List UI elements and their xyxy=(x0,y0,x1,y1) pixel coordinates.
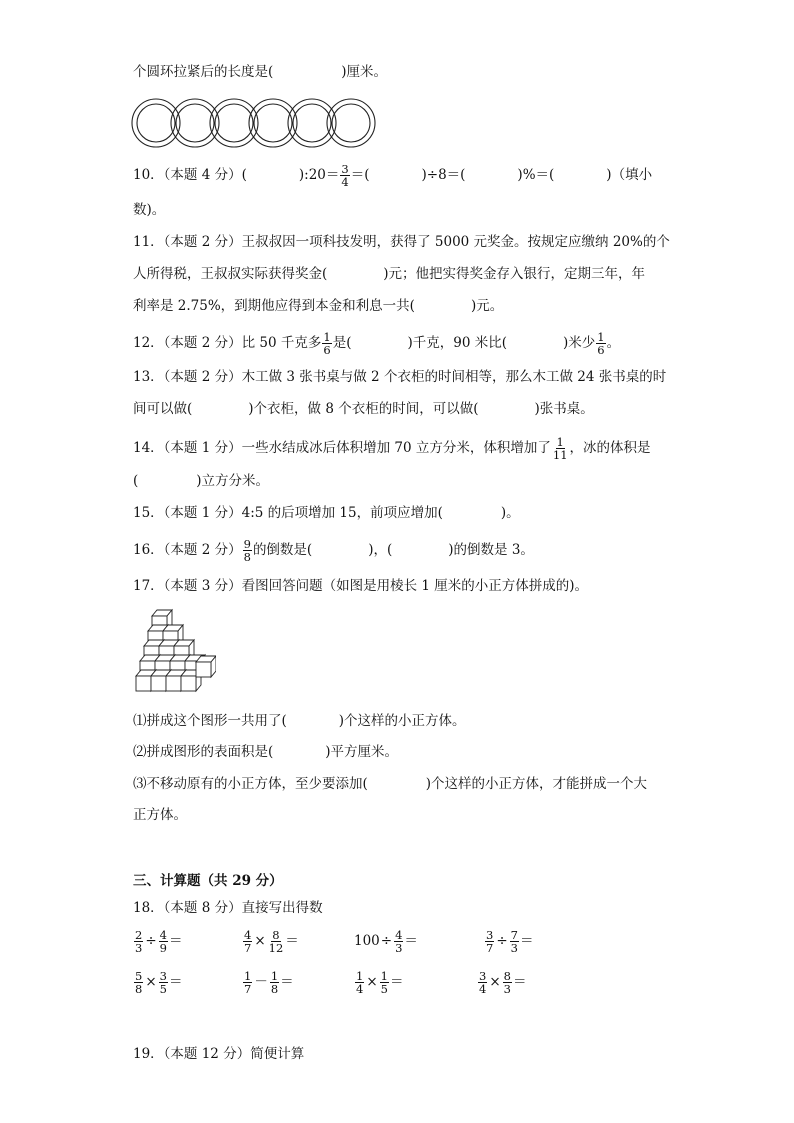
q11-line1: 11．（本题 2 分）王叔叔因一项科技发明，获得了 5000 元奖金。按规定应缴纳 20%的个 xyxy=(133,234,670,250)
q11-line2 xyxy=(133,264,645,284)
q17-sub3-line2: 正方体。 xyxy=(133,807,187,823)
ring-2 xyxy=(171,99,219,147)
q12-fraction-2: $\frac{1}{6}$ xyxy=(597,330,605,357)
ring-6 xyxy=(327,99,375,147)
q17-sub2-end: )平方厘米。 xyxy=(325,744,399,760)
q14-text: 14．（本题 1 分）一些水结成冰后体积增加 70 立方分米，体积增加了 xyxy=(133,440,551,456)
q18-item-4: $\frac{3}{7}$ ÷ $\frac{7}{3}$ ＝ xyxy=(486,928,534,955)
q17-sub2-text: ⑵拼成图形的表面积是( xyxy=(133,744,274,760)
q15-text: 15．（本题 1 分）4:5 的后项增加 15，前项应增加( xyxy=(133,505,443,521)
q12-text-c: )千克，90 米比( xyxy=(407,335,507,351)
q17-sub2 xyxy=(133,742,398,762)
q10-ratio-text: ):20＝ xyxy=(298,167,340,183)
q11-text-c: 利率是 2.75%，到期他应得到本金和利息一共( xyxy=(133,298,415,314)
q13-text-a: 间可以做( xyxy=(133,401,193,417)
q10-eq: ＝( xyxy=(350,167,370,183)
q14-line1 xyxy=(133,436,651,461)
q18-item-1: $\frac{2}{3}$ ÷ $\frac{4}{9}$ ＝ xyxy=(135,928,183,955)
q13-text-b: )个衣柜，做 8 个衣柜的时间，可以做( xyxy=(248,401,479,417)
q12-text-b: 是( xyxy=(332,335,352,351)
q10-fraction: $\frac{3}{4}$ xyxy=(341,162,349,189)
q11-line3 xyxy=(133,296,503,316)
q11-text-d: )元。 xyxy=(470,298,504,314)
q17-sub1-text: ⑴拼成这个图形一共用了( xyxy=(133,713,287,729)
ring-3 xyxy=(210,99,258,147)
rings-figure xyxy=(130,96,380,150)
q18-title: 18．（本题 8 分）直接写出得数 xyxy=(133,900,323,916)
q10-tail: )（填小 xyxy=(606,167,653,183)
q12-text: 12．（本题 2 分）比 50 千克多 xyxy=(133,335,322,351)
q9-text: 个圆环拉紧后的长度是( xyxy=(133,64,274,80)
q18-item-8: $\frac{3}{4}$ × $\frac{8}{3}$ ＝ xyxy=(479,969,527,996)
q12-line xyxy=(133,331,620,356)
q11-text-a: 人所得税，王叔叔实际获得奖金( xyxy=(133,266,328,282)
q16-line xyxy=(133,538,534,563)
q19-title: 19．（本题 12 分）简便计算 xyxy=(133,1046,305,1062)
q15-line xyxy=(133,503,520,523)
q16-text-d: )的倒数是 3。 xyxy=(448,542,534,558)
ring-5 xyxy=(288,99,336,147)
q18-item-6: $\frac{1}{7}$ － $\frac{1}{8}$ ＝ xyxy=(244,969,294,996)
q10-div-text: )÷8＝( xyxy=(421,167,466,183)
section3-heading: 三、计算题（共 29 分） xyxy=(133,873,283,889)
q17-sub3-text: ⑶不移动原有的小正方体，至少要添加( xyxy=(133,776,368,792)
q16-fraction: $\frac{9}{8}$ xyxy=(243,537,251,564)
q18-item-7: $\frac{1}{4}$ × $\frac{1}{5}$ ＝ xyxy=(356,969,404,996)
q13-line2 xyxy=(133,399,594,419)
q11-text-b: )元；他把实得奖金存入银行，定期三年，年 xyxy=(383,266,646,282)
q17-sub1-end: )个这样的小正方体。 xyxy=(338,713,466,729)
q10-percent-text: )%＝( xyxy=(517,167,555,183)
q16-text-c: )，( xyxy=(368,542,393,558)
q9-line xyxy=(133,62,387,82)
q16-text: 16．（本题 2 分） xyxy=(133,542,242,558)
q10-prefix: 10．（本题 4 分）( xyxy=(133,167,247,183)
cube-stack-figure xyxy=(134,606,216,698)
q12-fraction-1: $\frac{1}{6}$ xyxy=(323,330,331,357)
q17-sub3 xyxy=(133,774,647,794)
q13-text-c: )张书桌。 xyxy=(534,401,594,417)
q17-sub3-end: )个这样的小正方体，才能拼成一个大 xyxy=(425,776,648,792)
q16-text-b: 的倒数是( xyxy=(252,542,313,558)
q18-item-5: $\frac{5}{8}$ × $\frac{3}{5}$ ＝ xyxy=(135,969,183,996)
q12-end: 。 xyxy=(606,335,621,351)
q15-end: )。 xyxy=(500,505,520,521)
q14-paren: ( xyxy=(133,473,139,489)
q17-line1: 17．（本题 3 分）看图回答问题（如图是用棱长 1 厘米的小正方体拼成的)。 xyxy=(133,578,589,594)
q14-text-b: ，冰的体积是 xyxy=(569,440,651,456)
ring-1 xyxy=(132,99,180,147)
q18-item-2: $\frac{4}{7}$ × $\frac{8}{12}$ ＝ xyxy=(244,928,299,955)
q10-line2: 数)。 xyxy=(133,202,166,218)
q14-unit: )立方分米。 xyxy=(196,473,270,489)
q13-line1: 13．（本题 2 分）木工做 3 张书桌与做 2 个衣柜的时间相等，那么木工做 24 张书桌的时 xyxy=(133,369,667,385)
q18-item-3: 100÷ $\frac{4}{3}$ ＝ xyxy=(354,928,418,955)
q17-sub1 xyxy=(133,711,466,731)
q12-text-d: )米少 xyxy=(563,335,596,351)
q9-text-end: )厘米。 xyxy=(341,64,388,80)
q14-fraction: $\frac{1}{11}$ xyxy=(552,435,568,462)
ring-4 xyxy=(249,99,297,147)
q10-line xyxy=(133,163,652,188)
q14-line2 xyxy=(133,471,269,491)
